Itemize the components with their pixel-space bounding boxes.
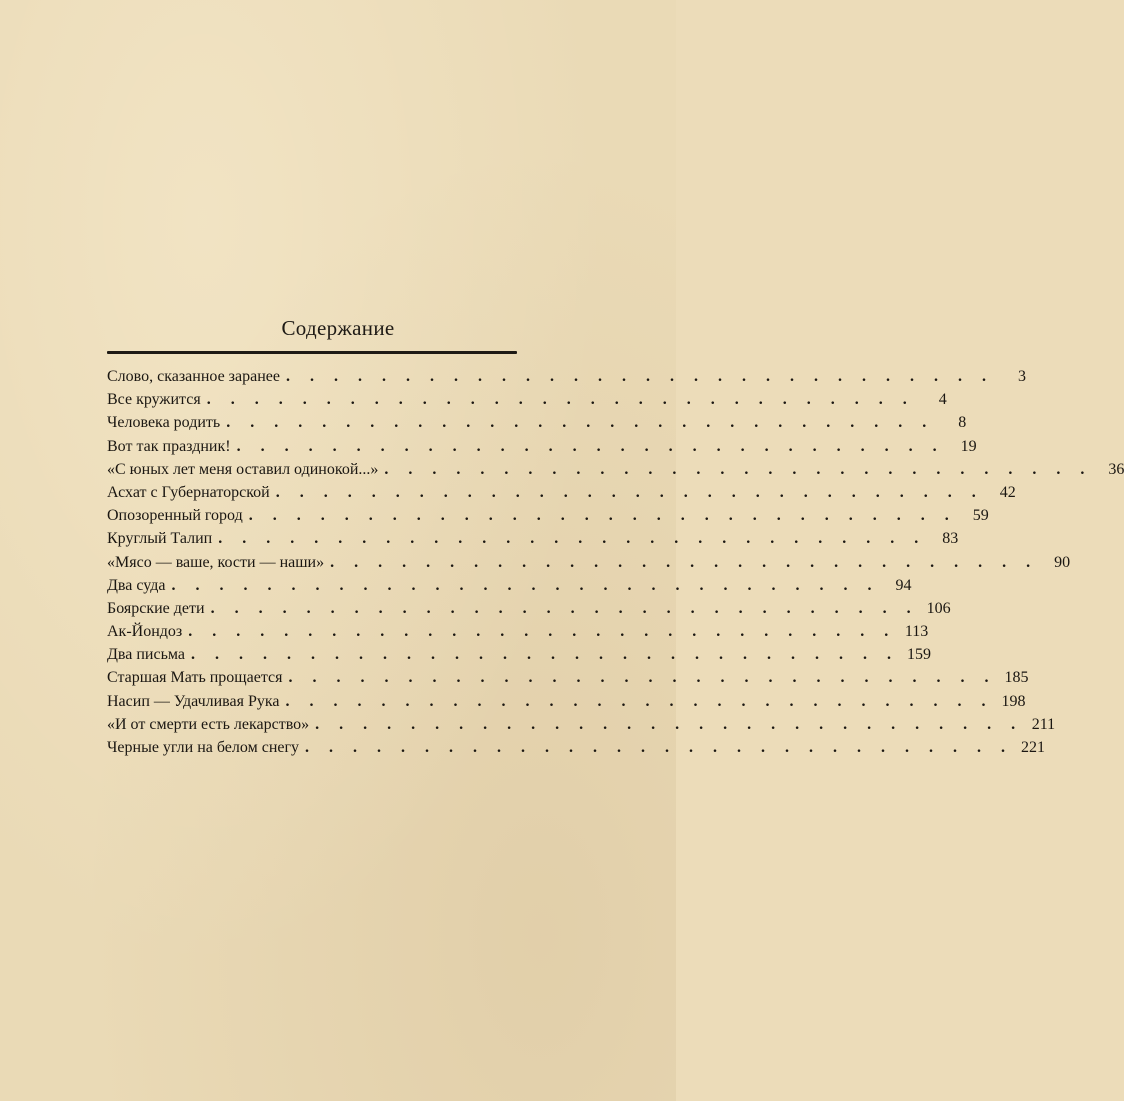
toc-entry-page-number: 59 [972,507,989,525]
toc-entry-page-number: 83 [942,530,959,548]
toc-entry-title: Слово, сказанное заранее [107,368,280,385]
title-rule [107,351,517,354]
dot-leader: . . . . . . . . . . . . . . . . . . . . . . . . . . . . . . [384,460,1093,478]
toc-entry-page-number: 8 [958,414,967,432]
toc-entry-title: Два суда [107,576,166,594]
dot-leader: . . . . . . . . . . . . . . . . . . . . . . . . . . . . . . [285,692,994,710]
toc-entry-page-number: 90 [1054,553,1071,571]
dot-leader: . . . . . . . . . . . . . . . . . . . . . . . . . . . . . . [191,646,899,664]
toc-entry-title: Ак-Йондоз [107,623,183,641]
dot-leader: . . . . . . . . . . . . . . . . . . . . . . . . . . . . . . [288,669,997,687]
toc-entry-page-number: 185 [1004,669,1029,687]
toc-entry-page-number: 3 [1017,368,1026,385]
toc-entry-page-number: 36 [1108,460,1124,478]
toc-entry-page-number: 4 [938,391,947,409]
toc-entry [107,690,1026,713]
toc-entry-page-number: 19 [960,437,977,455]
toc-entry-title: «Мясо — ваше, кости — наши» [107,553,325,571]
toc-entry-title: Черные угли на белом снегу [107,739,300,756]
toc-entry [107,411,967,434]
dot-leader: . . . . . . . . . . . . . . . . . . . . . . . . . . . . . . [236,437,945,455]
toc-entry [107,551,1071,574]
dot-leader: . . . . . . . . . . . . . . . . . . . . . . . . . . . . . . [275,483,984,501]
toc-entry [107,458,1124,481]
dot-leader: . . . . . . . . . . . . . . . . . . . . . . . . . . . . . . [171,576,880,594]
toc-entry-title: Боярские дети [107,599,205,617]
dot-leader: . . . . . . . . . . . . . . . . . . . . . . . . . . . . . . [188,623,897,641]
toc-entry-title: Старшая Мать прощается [107,669,283,687]
toc-entry-title: Круглый Талип [107,530,213,548]
page-title: Содержание [281,316,395,340]
toc-entry-page-number: 159 [907,646,931,664]
dot-leader: . . . . . . . . . . . . . . . . . . . . . . . . . . . . . . [330,553,1039,571]
dot-leader: . . . . . . . . . . . . . . . . . . . . . . . . . . . . . . [210,599,919,617]
dot-leader: . . . . . . . . . . . . . . . . . . . . . . . . . . . . . . [248,507,957,525]
toc-entry [107,736,1046,759]
table-of-contents [107,365,1124,759]
toc-entry-page-number: 221 [1021,739,1046,756]
toc-entry [107,504,989,527]
toc-entry-page-number: 198 [1001,692,1026,710]
toc-entry-page-number: 211 [1031,715,1056,733]
toc-entry-page-number: 106 [926,599,951,617]
toc-entry [107,643,931,666]
toc-entry [107,481,1016,504]
toc-entry [107,365,1026,388]
toc-entry-title: Опозоренный город [107,507,243,525]
toc-entry-page-number: 94 [895,576,912,594]
toc-entry [107,435,977,458]
toc-entry [107,713,1056,736]
toc-entry-title: «И от смерти есть лекарство» [107,715,310,733]
toc-entry [107,527,959,550]
dot-leader: . . . . . . . . . . . . . . . . . . . . . . . . . . . . . . [305,739,1014,756]
dot-leader: . . . . . . . . . . . . . . . . . . . . . . . . . . . . . . [226,414,935,432]
dot-leader: . . . . . . . . . . . . . . . . . . . . . . . . . . . . . . [315,715,1024,733]
toc-entry-title: Два письма [107,646,185,664]
toc-entry [107,388,947,411]
toc-entry-title: Насип — Удачливая Рука [107,692,280,710]
toc-entry-title: Все кружится [107,391,201,409]
dot-leader: . . . . . . . . . . . . . . . . . . . . . . . . . . . . . . [218,530,927,548]
toc-entry-title: Асхат с Губернаторской [107,483,270,501]
toc-entry-title: Вот так праздник! [107,437,231,455]
toc-entry-page-number: 42 [999,483,1016,501]
toc-entry [107,666,1029,689]
toc-entry-title: Человека родить [107,414,221,432]
toc-entry [107,574,912,597]
dot-leader: . . . . . . . . . . . . . . . . . . . . . . . . . . . . . . [285,368,994,385]
toc-entry-page-number: 113 [904,623,929,641]
dot-leader: . . . . . . . . . . . . . . . . . . . . . . . . . . . . . . [206,391,915,409]
toc-entry [107,620,929,643]
toc-entry-title: «С юных лет меня оставил одинокой...» [107,460,379,478]
toc-entry [107,597,951,620]
